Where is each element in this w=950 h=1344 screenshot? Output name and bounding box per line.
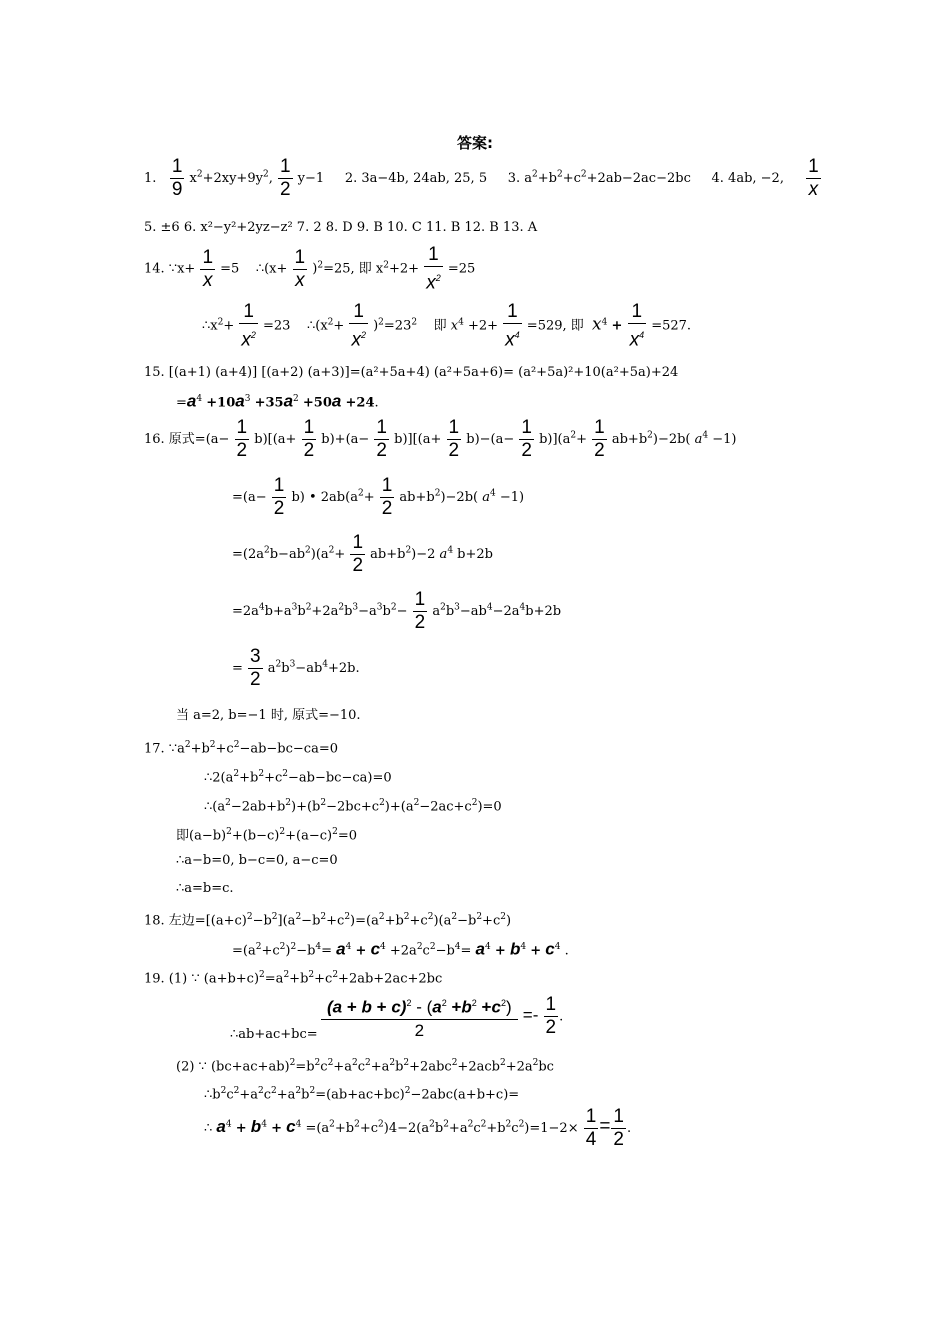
answer-line-17d: 即$(a-b)^2+(b-c)^2+(a-c)^2=0$ (176, 827, 357, 844)
answer-line-19a: 19. (1) ∵ $(a+b+c)^2=a^2+b^2+c^2+2ab+2ac+2bc$ (144, 970, 443, 987)
answer-line-16d: $=2a^4b+a^3b^2+2a^2b^3-a^3b^2-$ $\frac{1}{2}$ $a^2b^3-ab^4-2a^4b+2b$ (232, 589, 562, 633)
answer-line-18b: $=(a^2+c^2)^2-b^4= a^4 + c^4 +2a^2c^2-b^4= a^4 + b^4 + c^4$ . (232, 939, 569, 959)
answer-line-16e: = $\frac{3}{2}$ $a^2b^3-ab^4+2b$. (232, 646, 360, 690)
answer-line-15b: $=a^4 +10a^3 +35a^2 +50a +24$. (176, 391, 379, 411)
answer-line-19b-fraction: $\frac{(a + b + c)^2 - (a^2 +b^2 +c^2)}{2}$ =- $\frac{1}{2}$ . (320, 992, 563, 1042)
page-title: 答案: (457, 134, 493, 152)
answer-line-2: 5. ±6 6. x²−y²+2yz−z² 7. 2 8. D 9. B 10. C 11. B 12. B 13. A (144, 220, 538, 235)
answer-line-16f: 当 a=2, b=−1 时, 原式=−10. (176, 708, 361, 723)
answer-line-15a: 15. [(a+1) (a+4)] [(a+2) (a+3)]=(a²+5a+4) (a²+5a+6)= (a²+5a)²+10(a²+5a)+24 (144, 365, 679, 380)
answer-line-16b: =(a− $\frac{1}{2}$ b) • $2ab(a^2+$ $\frac{1}{2}$ $ab+b^2)-2b$( $a^4 -1$) (232, 475, 525, 519)
answer-line-14a: 14. ∵x+ $\frac{1}{x}$ =5 ∴(x+ $\frac{1}{x}$ )$^2$=25, 即 $x^2+2+$ $\frac{1}{x^2}$ =25 (144, 244, 476, 294)
answer-line-19d: $\therefore b^2c^2+a^2c^2+a^2b^2=(ab+ac+bc)^2-2abc(a+b+c)=$ (204, 1086, 520, 1103)
answer-line-18a: 18. 左边$=[(a+c)^2-b^2](a^2-b^2+c^2)=(a^2+b^2+c^2)(a^2-b^2+c^2)$ (144, 912, 512, 929)
answer-line-17f: ∴a=b=c. (176, 881, 234, 896)
answer-line-17e: ∴a−b=0, b−c=0, a−c=0 (176, 853, 338, 868)
answer-line-19c: (2) ∵ $(bc+ac+ab)^2=b^2c^2+a^2c^2+a^2b^2+2abc^2+2acb^2+2a^2bc$ (176, 1058, 554, 1075)
answer-line-19e: ∴ $a^4 + b^4 + c^4 =(a^2+b^2+c^2)4-2(a^2b^2+a^2c^2+b^2c^2)=1-2\times$ $\frac{1}{4}$ = $\frac{1}{2}$ . (204, 1106, 632, 1150)
answer-line-17b: $\therefore 2(a^2+b^2+c^2-ab-bc-ca)=0$ (204, 769, 392, 786)
answer-line-19b-lead: ∴ab+ac+bc= (230, 1027, 318, 1042)
answer-line-16c: $=(2a^2b-ab^2)(a^2+$ $\frac{1}{2}$ $ab+b^2)-2$ $a^4$ b+2b (232, 532, 493, 576)
answer-line-16a: 16. 原式=(a− $\frac{1}{2}$ b)[(a+ $\frac{1}{2}$ b)+(a− $\frac{1}{2}$ b)][(a+ $\frac{1}{2}$ b)−(a− $\frac{1}{2}$ $b)](a^2+$ $\frac{1}{2}$ $ab+b^2)-2b$( $a^4 -1$) (144, 417, 737, 461)
answer-line-17c: $\therefore(a^2-2ab+b^2)+(b^2-2bc+c^2)+(a^2-2ac+c^2)=0$ (204, 798, 502, 815)
answer-line-17a: 17. $\because a^2+b^2+c^2-ab-bc-ca=0$ (144, 740, 338, 757)
answer-line-1: 1. $\frac{1}{9}$ $x^2+2xy+9y^2$, $\frac{1}{2}$ y−1 2. 3a−4b, 24ab, 25, 5 3. $a^2+b^2+c^2+2ab-2ac-2bc$ 4. 4ab, −2, $\frac{1}{x}$ (144, 156, 819, 200)
answer-line-14b: $\therefore x^2+$ $\frac{1}{x^2}$ =23 $\therefore(x^2+$ $\frac{1}{x^2}$ )$^2=23^2$ 即 $x^4 +2+$ $\frac{1}{x^4}$ =529, 即 $x^4$ + $\frac{1}{x^4}$ =527. (202, 301, 692, 351)
